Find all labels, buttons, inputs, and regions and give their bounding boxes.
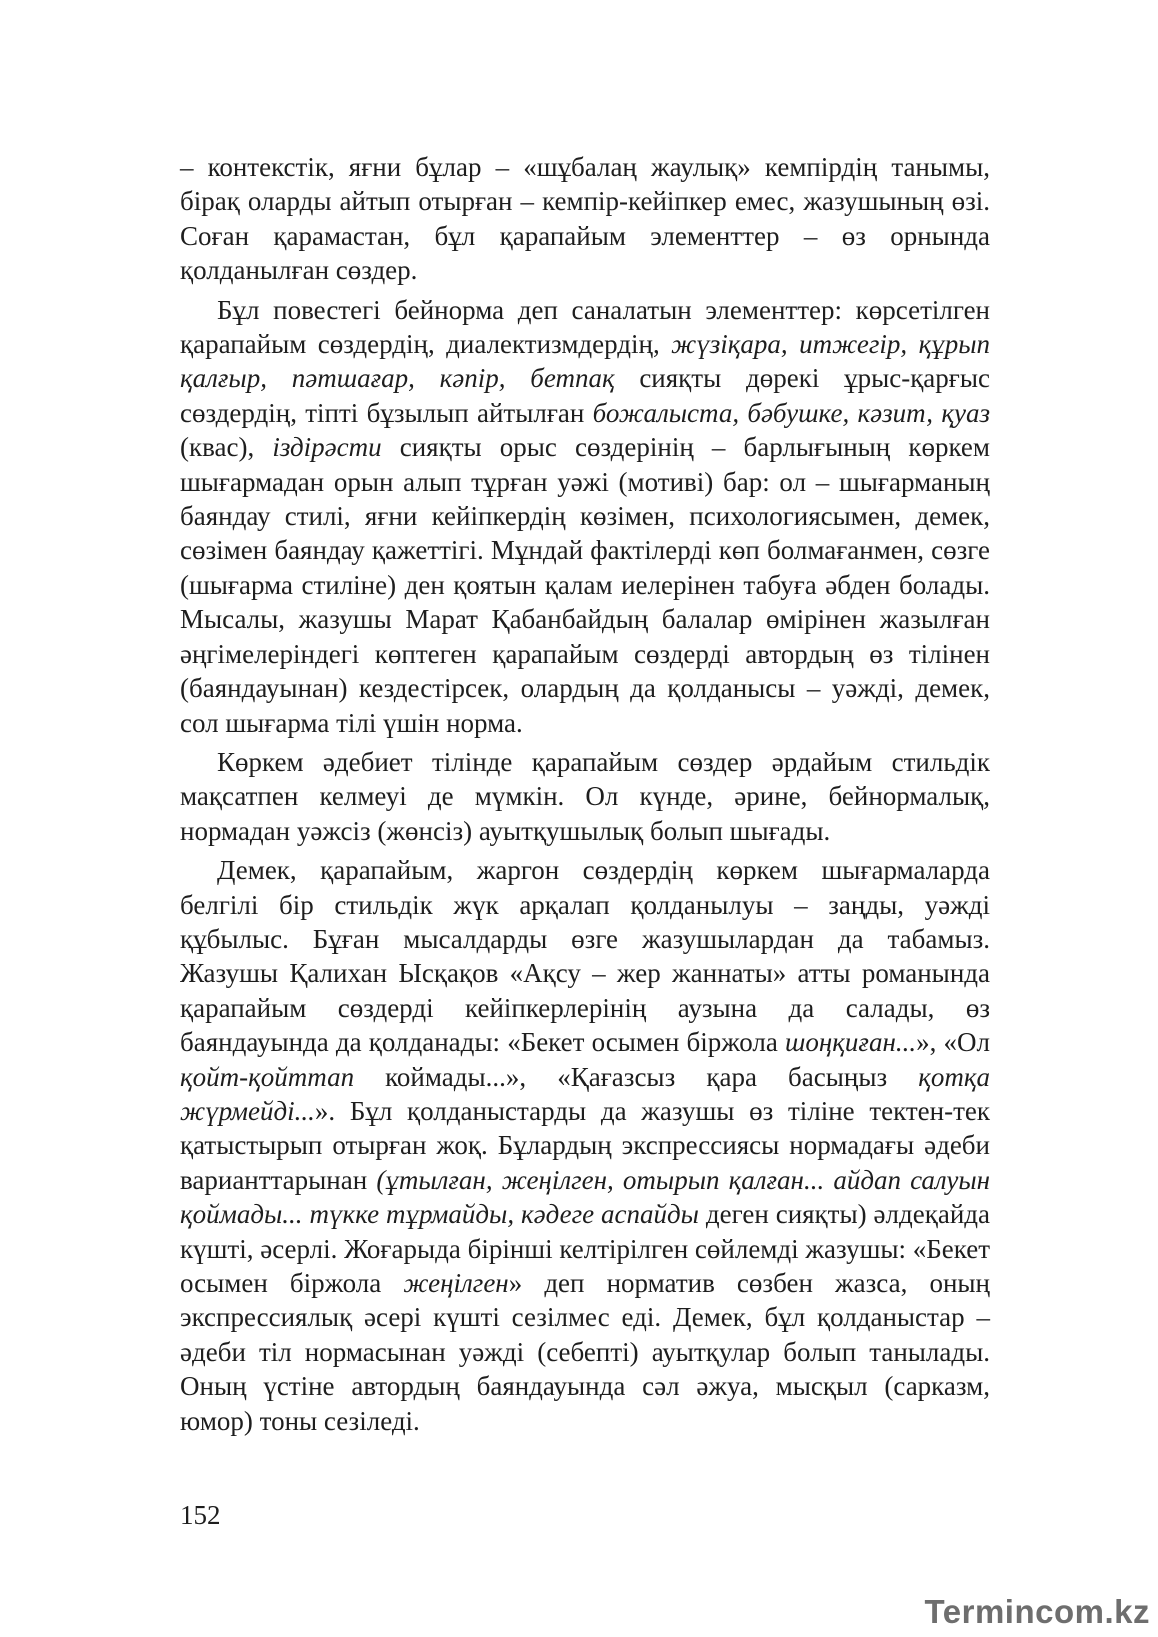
paragraph-4 — [180, 853, 990, 1438]
italic-text-run: шоңқиған... — [785, 1027, 917, 1058]
text-run: ». Бұл қолданыстарды да жазушы өз тіліне тектен-тек қатыстырып отырған жоқ. Бұлардың экспрессиясы нормадағы әдеби варианттарынан — [180, 1095, 990, 1195]
italic-text-run: қотқа жүрмейді... — [180, 1061, 990, 1126]
text-run: деген сияқты) әлдеқайда күшті, әсерлі. Жоғарыда бірінші келтірілген сөйлемді жазушы: «Бекет осымен біржола — [180, 1199, 991, 1298]
paragraph-2 — [180, 293, 990, 740]
italic-text-run: іздірәсти — [272, 432, 382, 463]
text-run: Демек, қарапайым, жаргон сөздердің көркем шығармаларда белгілі бір стильдік жүк арқалап қолданылуы – заңды, уәжді құбылыс. Бұған мысалдарды өзге жазушылардан да табамыз. Жазушы Қалихан Ысқақов «Ақсу – жер жаннаты» атты романында қарапайым сөздерді кейіпкерлерінің аузына да салады, өз баяндауында да қолданады: «Бекет осымен біржола — [180, 855, 990, 1058]
text-run: Бұл повестегі бейнорма деп саналатын элементтер: көрсетілген қарапайым сөздердің, диалектизмдердің, — [180, 294, 990, 360]
italic-text-run: (ұтылған, жеңілген, отырып қалған... айдап салуын қоймады... түкке тұрмайды, кәдеге аспайды — [180, 1164, 990, 1230]
paragraph-3 — [180, 745, 990, 848]
body-text — [180, 150, 990, 1443]
text-run: Көркем әдебиет тілінде қарапайым сөздер әрдайым стильдік мақсатпен келмеуі де мүмкін. Ол күнде, әрине, бейнормалық, нормадан уәжсіз (жөнсіз) ауытқушылық болып шығады. — [180, 746, 990, 846]
text-run: сияқты дөрекі ұрыс-қарғыс сөздердің, тіпті бұзылып айтылған — [180, 363, 990, 428]
text-run: коймады...», «Қағазсыз қара басыңыз — [354, 1061, 919, 1092]
page-number: 152 — [180, 1500, 221, 1530]
text-run: – контекстік, яғни бұлар – «шұбалаң жаулық» кемпірдің танымы, бірақ оларды айтып отырған – кемпір-кейіпкер емес, жазушының өзі. Соған қарамастан, бұл қарапайым элементтер – өз орнында қолданылған сөздер. — [180, 152, 990, 286]
italic-text-run: жеңілген — [403, 1268, 509, 1298]
text-run: » деп норматив сөзбен жазса, оның экспрессиялық әсері күшті сезілмес еді. Демек, бұл қолданыстар – әдеби тіл нормасынан уәжді (себепті) ауытқулар болып танылады. Оның үстіне автордың баяндауында сәл әжуа, мысқыл (сарказм, юмор) тоны сезіледі. — [180, 1268, 991, 1436]
watermark-logo: Termincom.kz — [924, 1593, 1150, 1630]
paragraph-1 — [180, 150, 990, 288]
text-run: (квас), — [180, 432, 273, 463]
text-run: », «Ол — [916, 1027, 990, 1058]
italic-text-run: божалыста, бәбушке, кәзит, қуаз — [592, 397, 990, 428]
italic-text-run: жүзіқара, итжегір, құрып қалғыр, пәтшағар, кәпір, бетпақ — [180, 329, 990, 394]
italic-text-run: қойт-қойттап — [180, 1061, 355, 1092]
text-run: сияқты орыс сөздерінің – барлығының көркем шығармадан орын алып тұрған уәжі (мотиві) бар: ол – шығарманың баяндау стилі, яғни кейіпкердің көзімен, психологиясымен, демек, сөзімен баяндау қажеттігі. Мұндай фактілерді көп болмағанмен, сөзге (шығарма стиліне) ден қоятын қалам иелерінен табуға әбден болады. Мысалы, жазушы Марат Қабанбайдың балалар өмірінен жазылған әңгімелеріндегі көптеген қарапайым сөздерді автордың өз тілінен (баяндауынан) кездестірсек, олардың да қолданысы – уәжді, демек, сол шығарма тілі үшін норма. — [180, 432, 990, 738]
